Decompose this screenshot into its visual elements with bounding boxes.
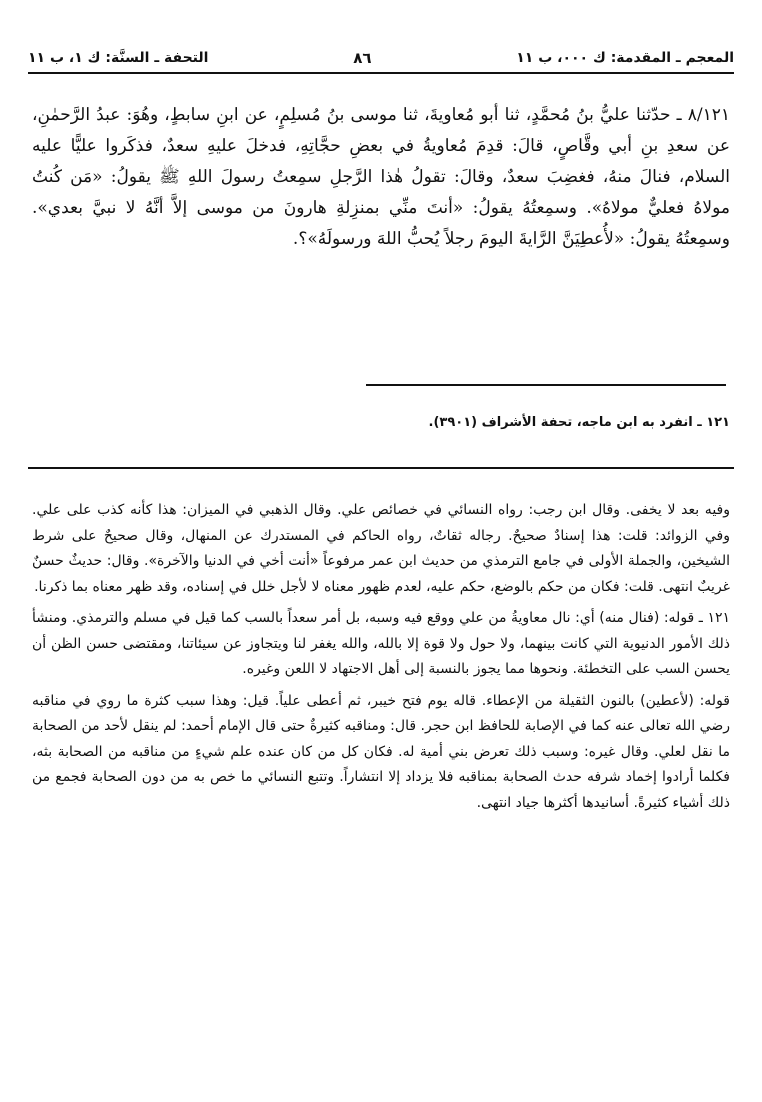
commentary-separator: [28, 467, 734, 469]
running-head: [28, 46, 734, 70]
commentary-paragraph: قوله: (لأعطين) بالنون الثقيلة من الإعطاء. قاله يوم فتح خيبر، ثم أعطى علياً. قيل: وهذا سبب كثرة ما روي في مناقبه رضي الله تعالى عنه كما في الإصابة للحافظ ابن حجر. قال: ومناقبه كثيرةٌ حتى قال الإمام أحمد: لم ينقل لأحد من الصحابة ما نقل لعلي. وقال غيره: وسبب ذلك تعرض بني أمية له. فكان كل من كان عنده علم شيءٍ من مناقبه من الصحابة بثه، فكلما أرادوا إخماد شرفه حدث الصحابة بمناقبه فلا يزداد إلا انتشاراً. وتتبع النسائي ما خص به من دون الصحابة فجمع من ذلك أشياء كثيرةً. أسانيدها أكثرها جياد انتهى.: [32, 692, 730, 811]
hadith-text: ٨/١٢١ ـ حدّثنا عليُّ بنُ مُحمَّدٍ، ثنا أبو مُعاويةَ، ثنا موسى بنُ مُسلِمٍ، عن ابنِ سابطٍ، وهُوَ: عبدُ الرَّحمٰنِ، عن سعدِ بنِ أبي وقَّاصٍ، قالَ: قدِمَ مُعاويةُ في بعضِ حجَّاتِهِ، فدخلَ عليهِ سعدٌ، فذكَروا عليًّا عليه السلام، فنالَ منهُ، فغضِبَ سعدٌ، وقالَ: تقولُ هٰذا الرَّجلِ سمِعتُ رسولَ اللهِ ﷺ يقولُ: «مَن كُنتُ مولاهُ فعليٌّ مولاهُ». وسمِعتُهُ يقولُ: «أنتَ منِّي بمنزِلةِ هارونَ من موسى إلاَّ أنَّهُ لا نبيَّ بعدي». وسمِعتُهُ يقولُ: «لأُعطِيَنَّ الرَّايةَ اليومَ رجلاً يُحبُّ اللهَ ورسولَهُ»؟.: [32, 105, 730, 249]
commentary-section: [32, 498, 730, 822]
commentary-paragraph: وفيه بعد لا يخفى. وقال ابن رجب: رواه النسائي في خصائص علي. وقال الذهبي في الميزان: هذا كأنه كذب على علي. وفي الزوائد: قلت: هذا إسنادٌ صحيحٌ. رجاله ثقاتٌ، رواه الحاكم في المستدرك عن المنهال، وقال صحيحٌ على شرط الشيخين، والجملة الأولى في جامع الترمذي من حديث ابن عمر مرفوعاً «أنت أخي في الدنيا والآخرة». وقال: حديثٌ حسنٌ غريبٌ انتهى. قلت: فكان من حكم بالوضع، حكم عليه، لعدم ظهور معناه لا لأجل خلل في إسناده، وقد ظهر معناه بما ذكرنا.: [32, 502, 730, 595]
footnote-separator: [366, 384, 726, 386]
takhrij-note: ١٢١ ـ انفرد به ابن ماجه، تحفة الأشراف (٣٩٠١).: [428, 415, 730, 430]
header-right-reference: المعجم ـ المقدمة: ك ٠٠٠، ب ١١: [516, 50, 734, 66]
commentary-paragraph: ١٢١ ـ قوله: (فنال منه) أي: نال معاويةُ من علي ووقع فيه وسبه، بل أمر سعداً بالسب كما قيل في مسلم والترمذي. ومنشأ ذلك الأمور الدنيوية التي كانت بينهما، ولا حول ولا قوة إلا بالله، والله يغفر لنا ويتجاوز عن سيئاتنا، ومقتضى حسن الظن أن يحسن السب على التخطئة. ونحوها مما يجوز بالنسبة إلى أهل الاجتهاد لا اللعن وغيره.: [32, 610, 730, 677]
header-left-reference: التحفة ـ السنَّة: ك ١، ب ١١: [28, 50, 209, 66]
header-rule: [28, 72, 734, 74]
page-number: ٨٦: [353, 49, 372, 67]
